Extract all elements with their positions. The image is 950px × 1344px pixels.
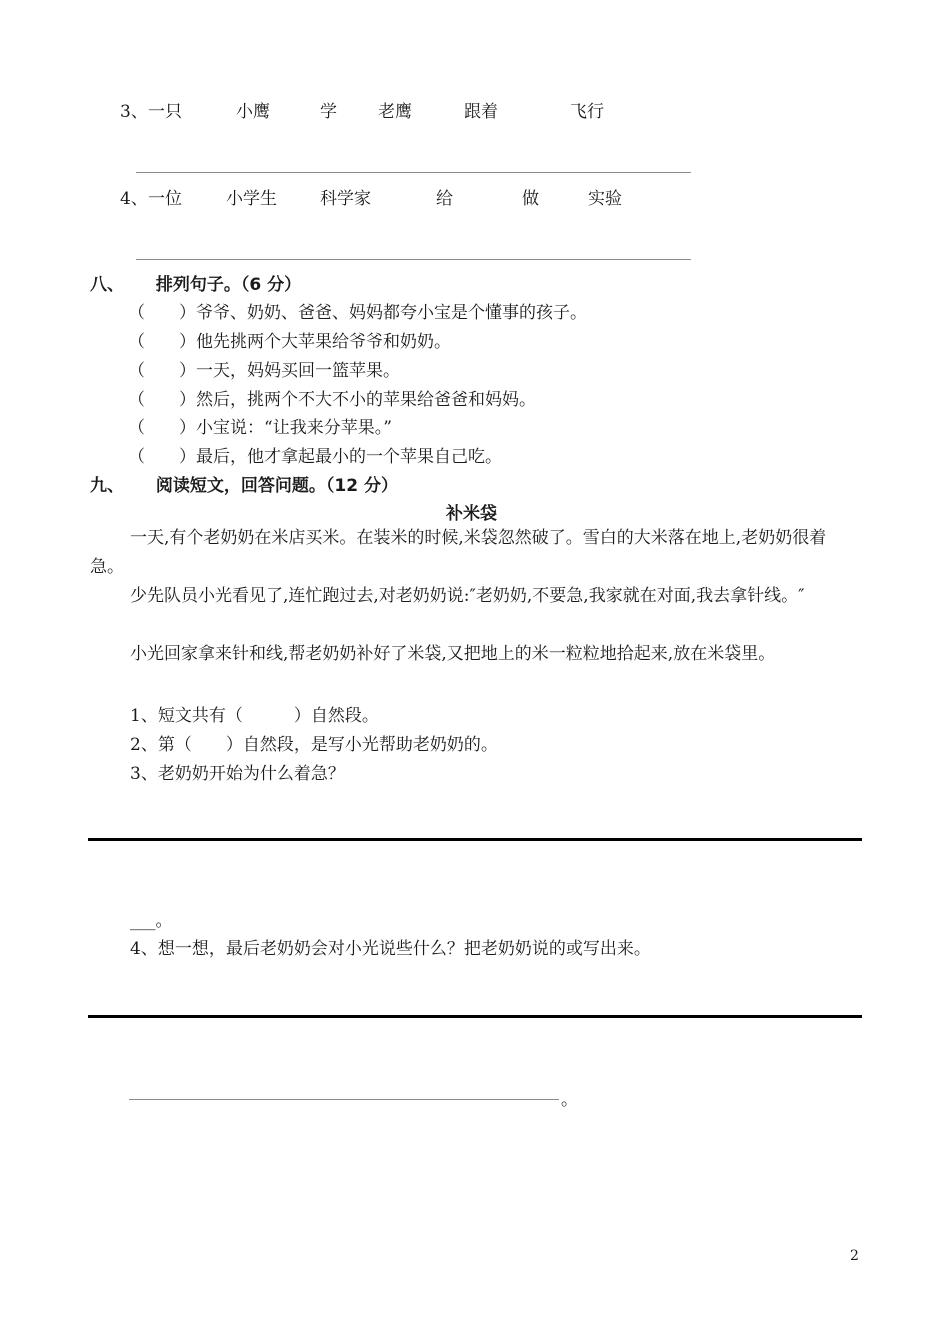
answer-tail: 。: [561, 1090, 578, 1110]
sentence-text: 一天，妈妈买回一篮苹果。: [196, 361, 400, 381]
answer-line[interactable]: [136, 172, 691, 173]
word-tile: 小鹰: [236, 102, 270, 122]
answer-line[interactable]: [88, 838, 862, 841]
sentence-item: [128, 298, 587, 323]
passage-paragraph: 小光回家拿来针和线,帮老奶奶补好了米袋,又把地上的米一粒粒地拾起来,放在米袋里。: [130, 644, 776, 664]
section-title: 排列句子。（6 分）: [155, 275, 302, 295]
question-1: 1、短文共有（ ）自然段。: [130, 706, 379, 726]
word-tile: 飞行: [570, 102, 604, 122]
order-bracket[interactable]: （ ）: [128, 303, 196, 323]
sentence-text: 小宝说：“让我来分苹果。”: [196, 418, 392, 438]
sentence-item: [128, 413, 392, 438]
section-8-heading: [90, 270, 301, 295]
sentence-item: [128, 327, 451, 352]
order-bracket[interactable]: （ ）: [128, 332, 196, 352]
word-tile: 一只: [148, 102, 182, 122]
answer-line[interactable]: [129, 1099, 559, 1100]
order-bracket[interactable]: （ ）: [128, 447, 196, 467]
sentence-text: 他先挑两个大苹果给爷爷和奶奶。: [196, 332, 451, 352]
question-2: 2、第（ ）自然段，是写小光帮助老奶奶的。: [130, 735, 498, 755]
sentence-item: [128, 356, 400, 381]
order-bracket[interactable]: （ ）: [128, 361, 196, 381]
passage-paragraph: 少先队员小光看见了,连忙跑过去,对老奶奶说:″老奶奶,不要急,我家就在对面,我去拿针线。″: [130, 586, 805, 606]
answer-line[interactable]: [88, 1015, 862, 1018]
section-number: 九、: [90, 476, 124, 496]
word-tile: 给: [436, 189, 453, 209]
section-number: 八、: [90, 275, 124, 295]
order-bracket[interactable]: （ ）: [128, 390, 196, 410]
row-number: 3、: [120, 102, 148, 122]
sentence-text: 然后，挑两个不大不小的苹果给爸爸和妈妈。: [196, 390, 536, 410]
answer-line[interactable]: [136, 259, 691, 260]
sentence-text: 最后，他才拿起最小的一个苹果自己吃。: [196, 447, 502, 467]
sentence-item: [128, 442, 502, 467]
page-number: 2: [850, 1248, 859, 1264]
answer-tail: ___。: [130, 911, 173, 931]
question-4: 4、想一想，最后老奶奶会对小光说些什么？把老奶奶说的或写出来。: [130, 939, 651, 959]
passage-title: 补米袋: [446, 504, 497, 524]
word-tile: 小学生: [226, 189, 277, 209]
section-9-heading: [90, 471, 398, 496]
word-tile: 做: [522, 189, 539, 209]
word-tile: 跟着: [464, 102, 498, 122]
word-tile: 实验: [588, 189, 622, 209]
sentence-item: [128, 385, 536, 410]
section-title: 阅读短文，回答问题。（12 分）: [155, 476, 398, 496]
sentence-text: 爷爷、奶奶、爸爸、妈妈都夸小宝是个懂事的孩子。: [196, 303, 587, 323]
order-bracket[interactable]: （ ）: [128, 418, 196, 438]
question-3: 3、老奶奶开始为什么着急？: [130, 764, 345, 784]
word-tile: 一位: [148, 189, 182, 209]
word-tile: 老鹰: [378, 102, 412, 122]
row-number: 4、: [120, 189, 148, 209]
passage-paragraph: 一天,有个老奶奶在米店买米。在装米的时候,米袋忽然破了。雪白的大米落在地上,老奶奶很着急。: [90, 528, 827, 577]
word-tile: 科学家: [320, 189, 371, 209]
word-tile: 学: [320, 102, 337, 122]
